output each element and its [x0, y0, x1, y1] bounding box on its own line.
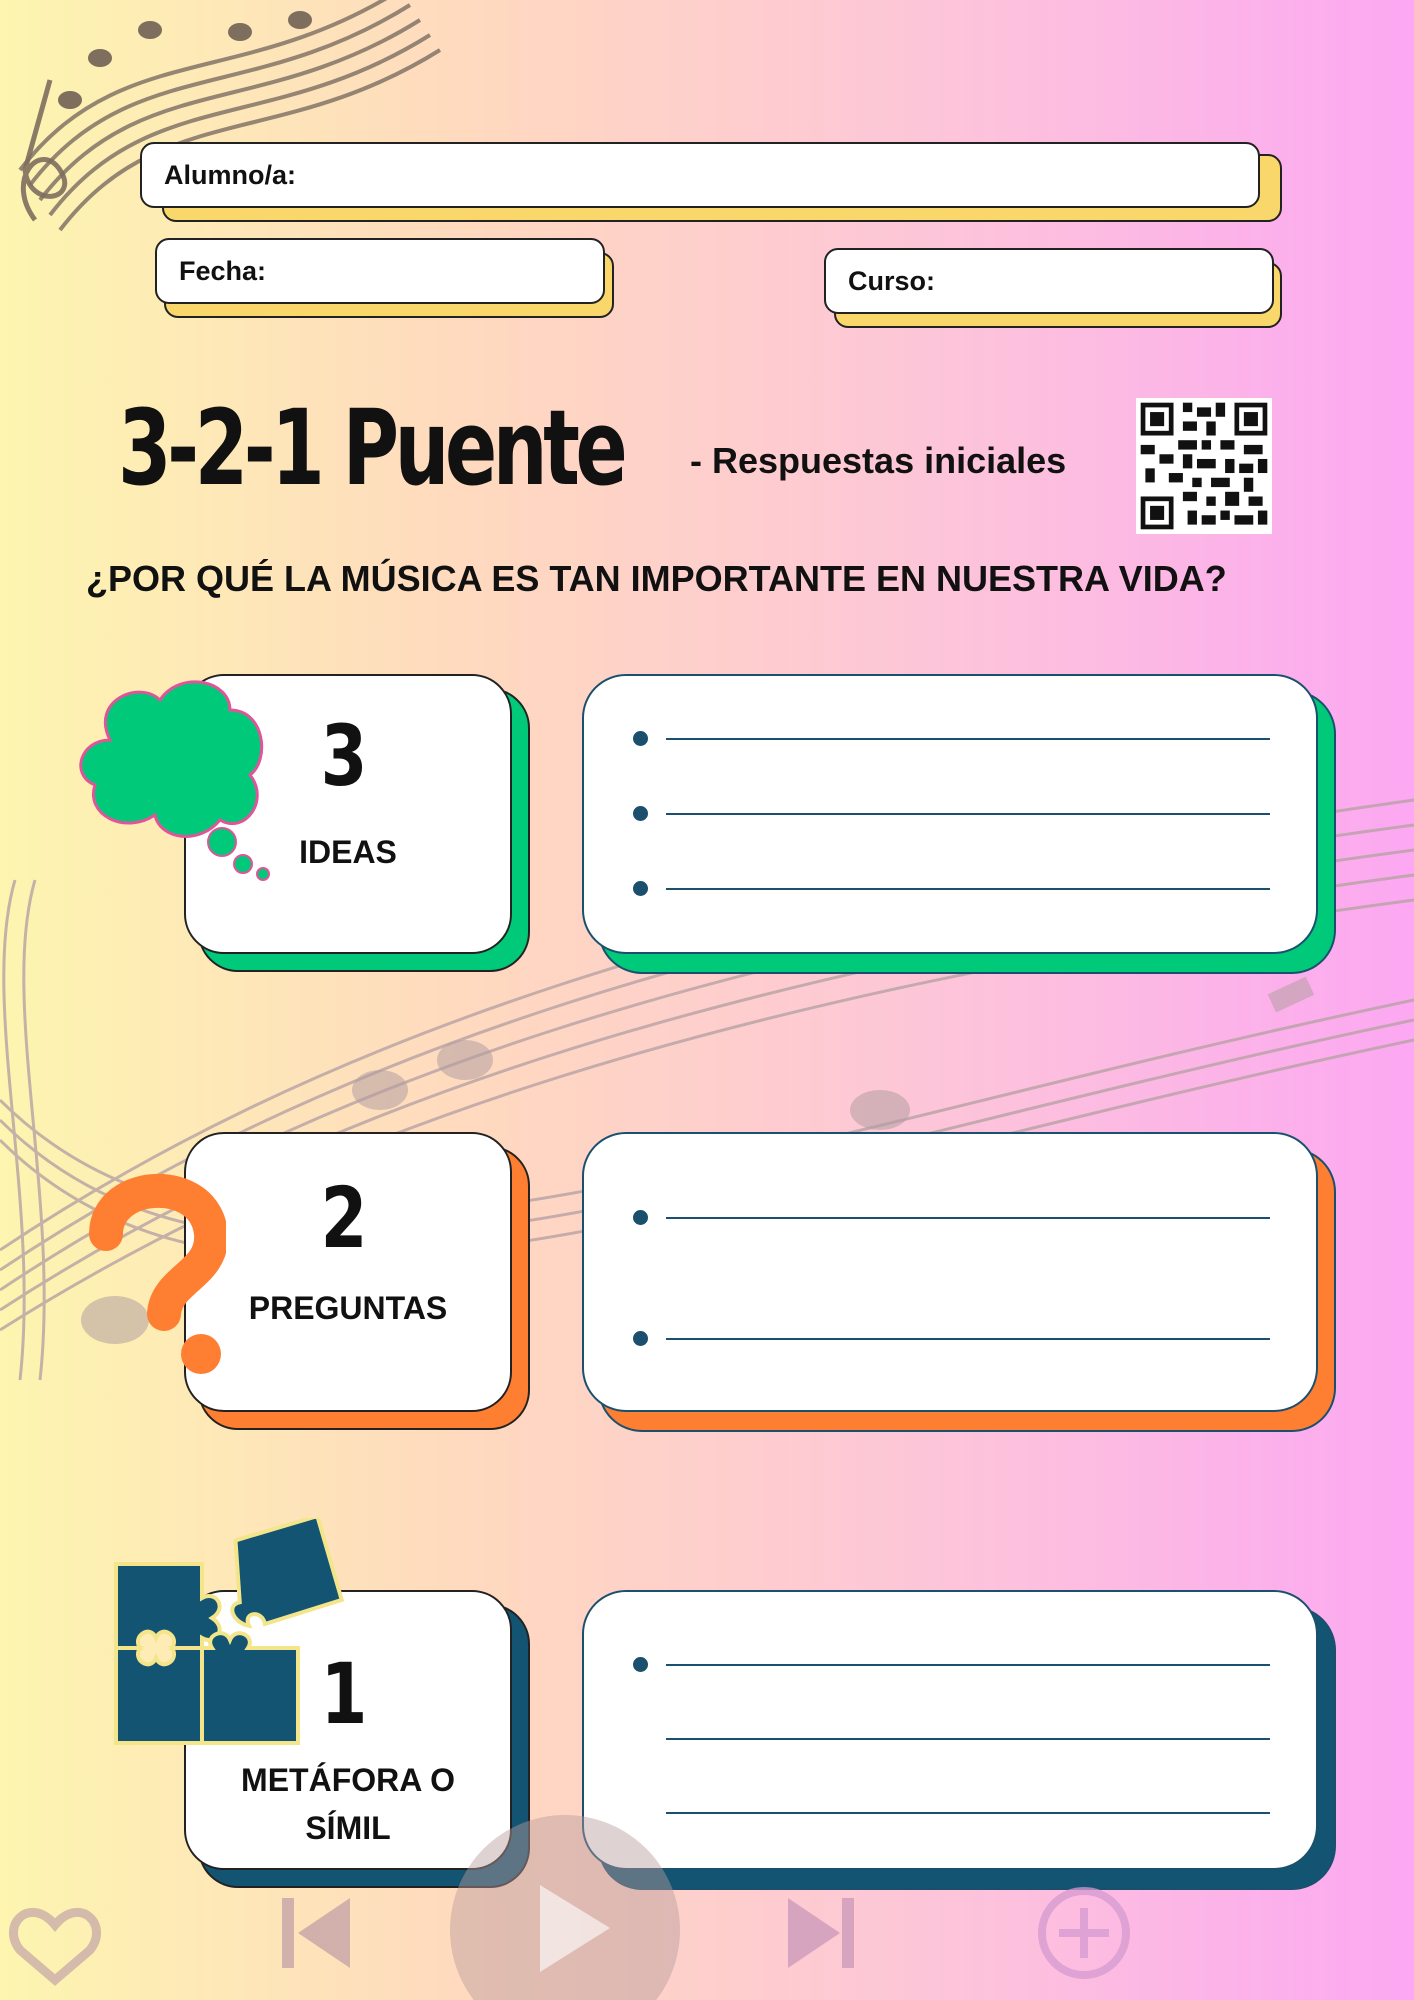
section-label-line-2: SÍMIL	[305, 1810, 391, 1846]
answer-line[interactable]	[666, 1738, 1270, 1740]
answer-line[interactable]	[666, 738, 1270, 740]
bullet-dot	[633, 806, 648, 821]
bullet-dot	[633, 1331, 648, 1346]
thought-cloud-icon	[70, 670, 280, 890]
skip-forward-icon	[788, 1898, 854, 1968]
page-title: 3-2-1 Puente	[118, 387, 624, 509]
bullet-dot	[633, 881, 648, 896]
question-mark-icon	[86, 1164, 226, 1384]
section-number: 2	[320, 1169, 368, 1267]
heart-icon	[13, 1912, 96, 1980]
student-name-label: Alumno/a:	[164, 159, 296, 190]
course-label: Curso:	[848, 265, 935, 296]
bullet-dot	[633, 1657, 648, 1672]
section-number: 1	[320, 1645, 368, 1743]
qr-code-icon	[1136, 398, 1272, 534]
answer-line[interactable]	[666, 1217, 1270, 1219]
answer-line[interactable]	[666, 1338, 1270, 1340]
section-label-line-1: METÁFORA O	[241, 1762, 455, 1798]
puzzle-icon	[112, 1518, 347, 1748]
section-number: 3	[320, 707, 368, 805]
section-label: PREGUNTAS	[248, 1290, 448, 1326]
answer-line[interactable]	[666, 888, 1270, 890]
skip-back-icon	[282, 1898, 350, 1968]
main-question: ¿POR QUÉ LA MÚSICA ES TAN IMPORTANTE EN NUESTRA VIDA?	[86, 558, 1227, 599]
bullet-dot	[633, 1210, 648, 1225]
plus-circle-icon	[1042, 1891, 1126, 1975]
bullet-dot	[633, 731, 648, 746]
page-subtitle: - Respuestas iniciales	[690, 440, 1067, 481]
date-label: Fecha:	[179, 255, 267, 286]
player-controls-decoration	[0, 1800, 1414, 2000]
section-label: IDEAS	[299, 834, 397, 870]
answer-line[interactable]	[666, 1664, 1270, 1666]
answer-line[interactable]	[666, 813, 1270, 815]
